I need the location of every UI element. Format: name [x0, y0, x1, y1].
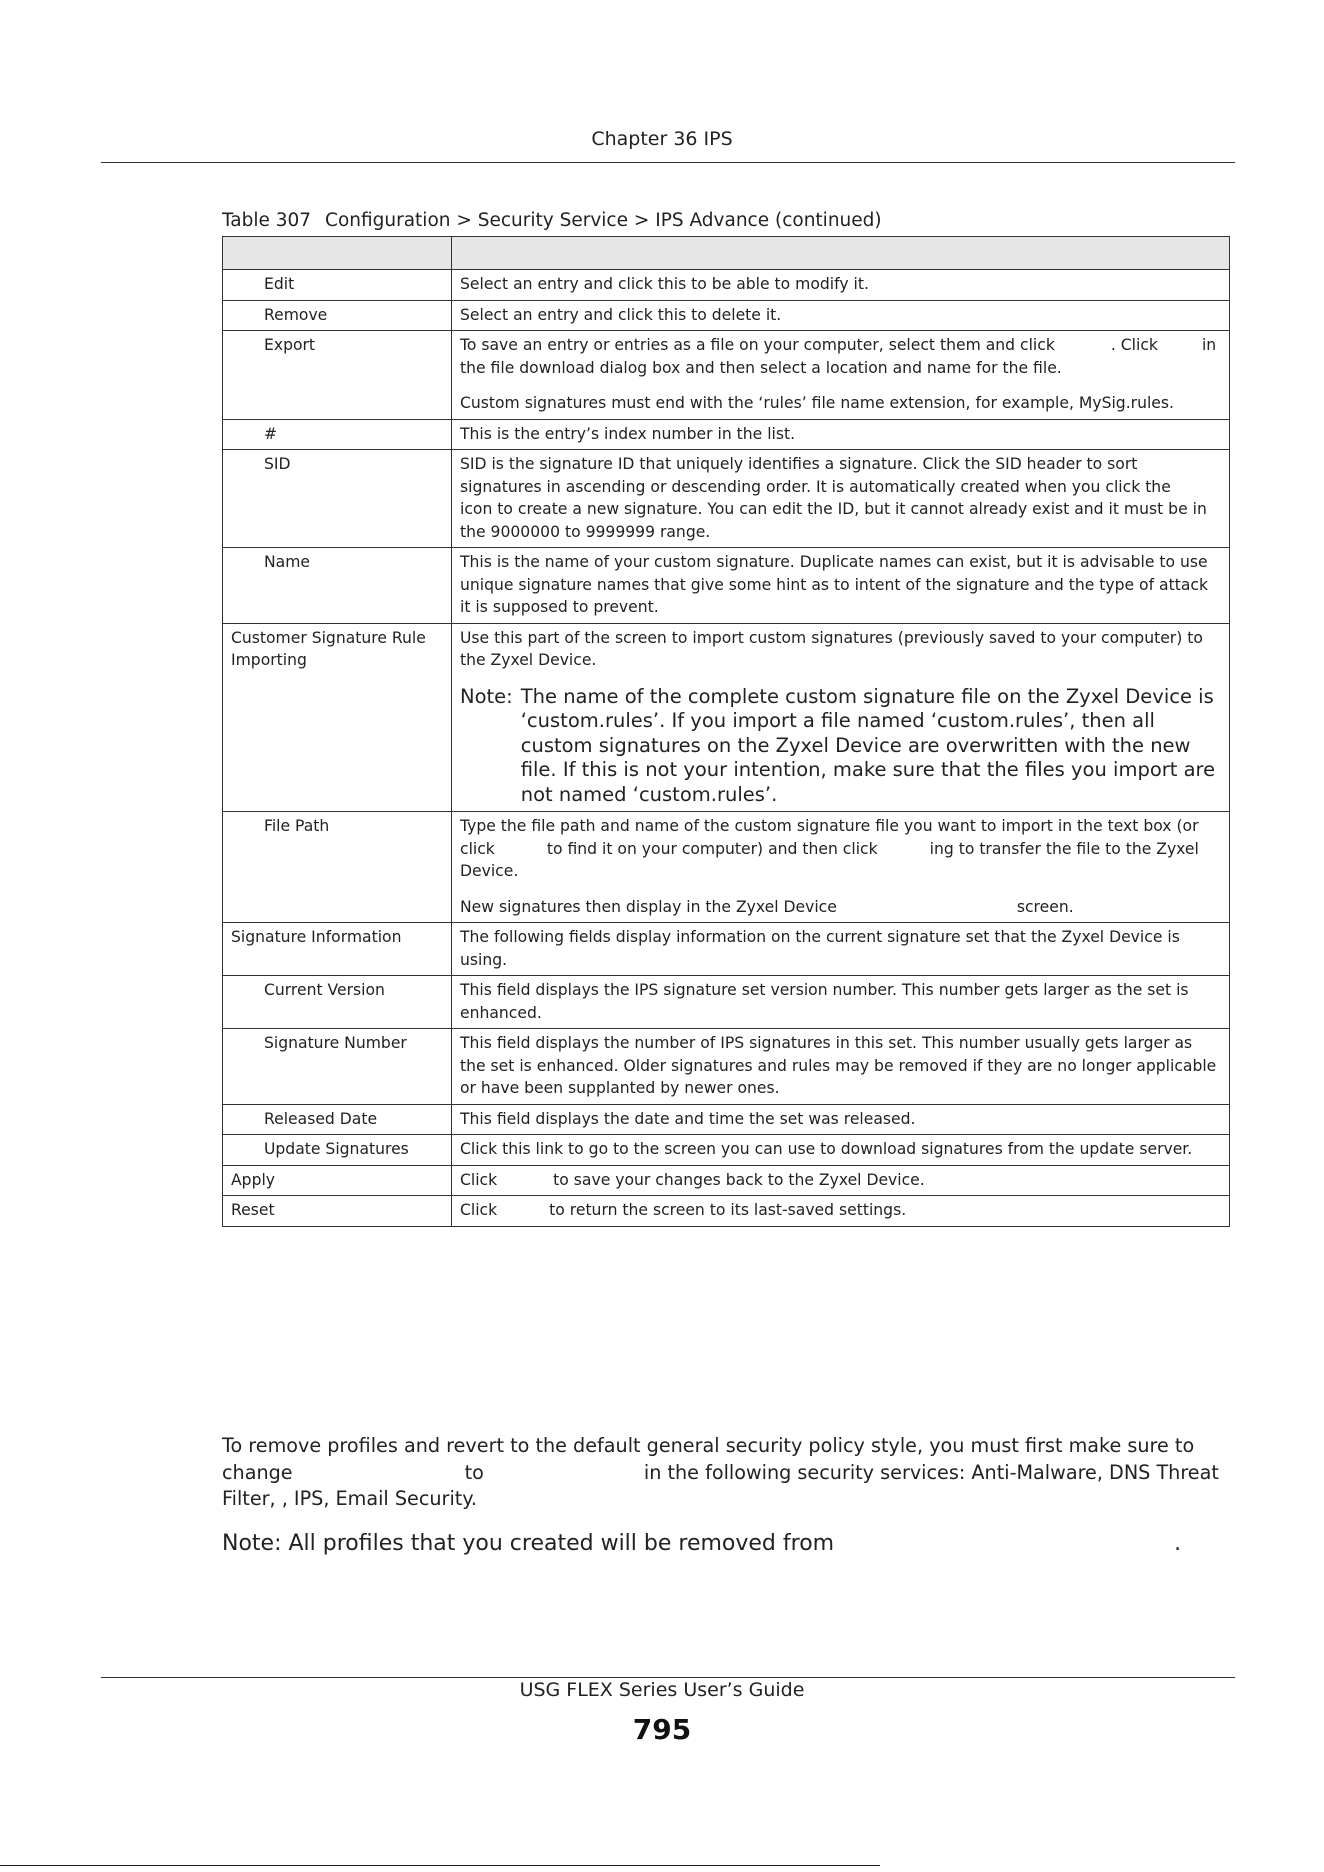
row-label: Current Version	[223, 976, 452, 1029]
table-number: Table 307	[222, 210, 312, 231]
table-row-name	[223, 548, 1230, 624]
row-description: This is the entry’s index number in the list.	[452, 419, 1230, 450]
table-row-sid	[223, 450, 1230, 548]
row-description: Select an entry and click this to be able to modify it.	[452, 270, 1230, 301]
export-text-c: in the file download dialog box and then select a location and name for the file.	[460, 336, 1217, 377]
table-row-signature-number	[223, 1029, 1230, 1105]
table-row-export	[223, 331, 1230, 420]
row-label: Signature Information	[223, 923, 452, 976]
table-header-label	[223, 237, 452, 270]
file-path-text-c: ing to transfer the file to the Zyxel Device.	[460, 839, 1199, 880]
row-label: Reset	[223, 1196, 452, 1227]
body-note-text: Note: All profiles that you created will be removed from	[222, 1531, 835, 1556]
row-description	[452, 623, 1230, 812]
row-description: Select an entry and click this to delete it.	[452, 300, 1230, 331]
file-path-note	[460, 896, 1221, 919]
table-row-update-signatures	[223, 1135, 1230, 1166]
export-text-b: . Click	[1110, 336, 1158, 354]
export-note: Custom signatures must end with the ‘rules’ file name extension, for example, MySig.rules.	[460, 394, 1174, 412]
table-row-current-version	[223, 976, 1230, 1029]
body-text-a: To remove profiles and revert to the default general security policy style, you must first make sure to change	[222, 1434, 1195, 1484]
row-description	[452, 812, 1230, 923]
sid-text-b: icon to create a new signature. You can edit the ID, but it cannot already exist and it must be in the 9000000 to 9999999 range.	[460, 500, 1207, 541]
export-text-a: To save an entry or entries as a file on your computer, select them and click	[460, 336, 1055, 354]
body-note-end: .	[1174, 1531, 1182, 1556]
row-label: Signature Number	[223, 1029, 452, 1105]
table-row-signature-importing	[223, 623, 1230, 812]
body-text-b: to	[464, 1460, 484, 1484]
row-label: Export	[223, 331, 452, 420]
table-header-row	[223, 237, 1230, 270]
bottom-edge-line	[0, 1865, 880, 1866]
row-label: SID	[223, 450, 452, 548]
body-text-c: in the following security services: Anti-Malware, DNS Threat Filter, , IPS, Email Security.	[222, 1460, 1219, 1510]
row-description	[452, 450, 1230, 548]
table-row-reset	[223, 1196, 1230, 1227]
header-divider	[101, 162, 1235, 163]
footer-divider	[101, 1677, 1235, 1678]
row-description	[452, 1196, 1230, 1227]
file-path-paragraph	[460, 815, 1221, 883]
apply-text-a: Click	[460, 1170, 498, 1189]
row-label: Remove	[223, 300, 452, 331]
apply-text-b: to save your changes back to the Zyxel Device.	[553, 1170, 925, 1189]
file-path-text-d: New signatures then display in the Zyxel Device	[460, 897, 837, 916]
row-description: The following fields display information on the current signature set that the Zyxel Device is using.	[452, 923, 1230, 976]
row-description: This field displays the date and time the set was released.	[452, 1104, 1230, 1135]
row-label: Edit	[223, 270, 452, 301]
page-number: 795	[632, 1713, 692, 1746]
body-paragraph	[222, 1433, 1232, 1513]
table-row-apply	[223, 1165, 1230, 1196]
file-path-text-b: to find it on your computer) and then click	[546, 839, 878, 858]
table-caption-text: Configuration > Security Service > IPS Advance (continued)	[325, 210, 882, 231]
row-label: Name	[223, 548, 452, 624]
sid-text-a: SID is the signature ID that uniquely identifies a signature. Click the SID header to sort signatures in ascending or descending order. It is automatically created when you click the	[460, 455, 1171, 496]
table-row-signature-information	[223, 923, 1230, 976]
table-header-description	[452, 237, 1230, 270]
row-label: Update Signatures	[223, 1135, 452, 1166]
body-note	[222, 1531, 1232, 1556]
note-text: The name of the complete custom signature file on the Zyxel Device is ‘custom.rules’. If you import a file named ‘custom.rules’, then all custom signatures on the Zyxel Device are overwritten with the new file. If this is not your intention, make sure that the files you import are not named ‘custom.rules’.	[520, 684, 1216, 806]
file-path-text-a: Type the file path and name of the custom signature file you want to import in the text box (or click	[460, 817, 1199, 858]
row-description	[452, 331, 1230, 420]
row-label: Apply	[223, 1165, 452, 1196]
export-paragraph	[460, 334, 1221, 379]
table-row-released-date	[223, 1104, 1230, 1135]
row-description: This field displays the IPS signature set version number. This number gets larger as the set is enhanced.	[452, 976, 1230, 1029]
row-label: File Path	[223, 812, 452, 923]
table-row-file-path	[223, 812, 1230, 923]
row-label: Customer Signature Rule Importing	[223, 623, 452, 812]
page-header-title: Chapter 36 IPS	[591, 128, 733, 150]
row-description: Click this link to go to the screen you can use to download signatures from the update server.	[452, 1135, 1230, 1166]
row-description: This is the name of your custom signature. Duplicate names can exist, but it is advisable to use unique signature names that give some hint as to intent of the signature and the type of attack it is supposed to prevent.	[452, 548, 1230, 624]
reset-text-b: to return the screen to its last-saved settings.	[549, 1201, 907, 1219]
importing-note	[460, 685, 1221, 808]
reset-text-a: Click	[460, 1201, 498, 1219]
table-row-index	[223, 419, 1230, 450]
table-caption	[222, 210, 882, 231]
row-description: This field displays the number of IPS signatures in this set. This number usually gets larger as the set is enhanced. Older signatures and rules may be removed if they are no longer applicable or have been supplanted by newer ones.	[452, 1029, 1230, 1105]
row-label: #	[223, 419, 452, 450]
file-path-text-e: screen.	[1016, 897, 1074, 916]
footer-guide-title: USG FLEX Series User’s Guide	[519, 1679, 805, 1701]
table-row-edit	[223, 270, 1230, 301]
note-label: Note:	[460, 684, 513, 708]
ips-advance-table	[222, 236, 1230, 1227]
row-description	[452, 1165, 1230, 1196]
table-row-remove	[223, 300, 1230, 331]
importing-text: Use this part of the screen to import custom signatures (previously saved to your computer) to the Zyxel Device.	[460, 628, 1203, 669]
row-label: Released Date	[223, 1104, 452, 1135]
